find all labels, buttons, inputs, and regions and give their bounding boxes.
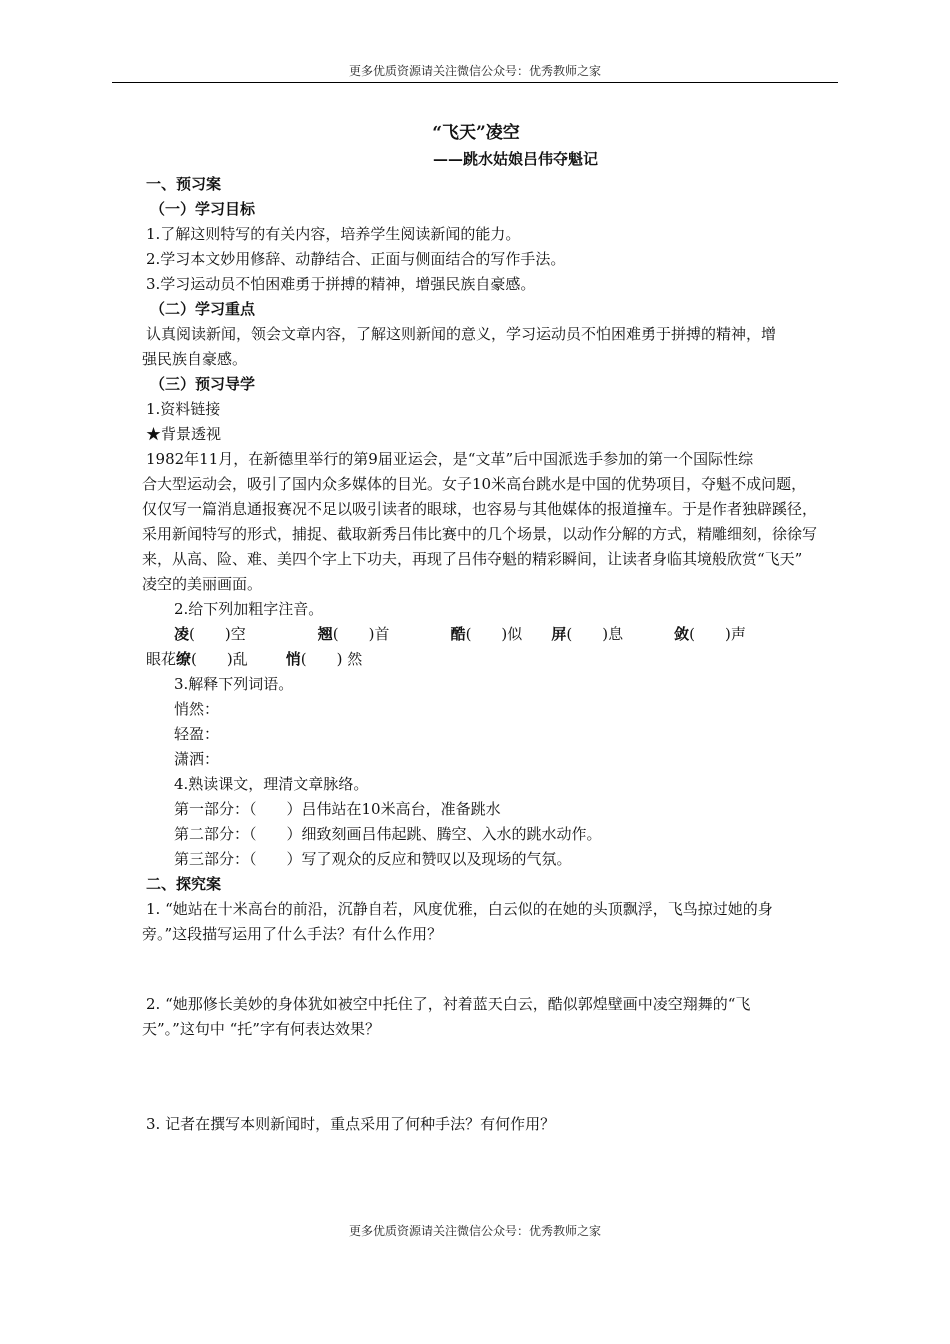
doc-title: “飞天”凌空: [432, 123, 520, 143]
answer-space-1: [146, 947, 846, 992]
focus-line-1: 认真阅读新闻，领会文章内容，了解这则新闻的意义，学习运动员不怕困难勇于拼搏的精神，增: [146, 325, 777, 343]
focus-line-2: 强民族自豪感。: [142, 350, 248, 368]
background-line-1: 1982年11月，在新德里举行的第9届亚运会，是“文革”后中国派选手参加的第一个国际性综: [146, 450, 754, 468]
header-rule: [112, 82, 838, 83]
background-heading: ★背景透视: [146, 425, 222, 443]
goal-3: 3.学习运动员不怕困难勇于拼搏的精神，增强民族自豪感。: [146, 275, 536, 293]
background-line-4: 采用新闻特写的形式，捕捉、截取新秀吕伟比赛中的几个场景，以动作分解的方式，精雕细刻，徐徐写: [142, 525, 818, 543]
explore-q1-line-2: 旁。”这段描写运用了什么手法？有什么作用？: [142, 925, 443, 943]
pinyin-word-3: 酷( )似: [450, 625, 523, 643]
background-line-2: 合大型运动会，吸引了国内众多媒体的目光。女子10米高台跳水是中国的优势项目，夺魁不成问题，: [142, 475, 807, 493]
pinyin-word-5: 敛( )声: [674, 625, 746, 643]
pinyin-row-1: [146, 622, 846, 647]
document-body: [142, 120, 846, 1137]
goal-2: 2.学习本文妙用修辞、动静结合、正面与侧面结合的写作手法。: [146, 250, 566, 268]
subsection-focus: （二）学习重点: [150, 300, 256, 318]
section-explore: 二、探究案: [146, 875, 222, 893]
explore-q3: 3. 记者在撰写本则新闻时，重点采用了何种手法？有何作用？: [146, 1115, 556, 1133]
background-line-3: 仅仅写一篇消息通报赛况不足以吸引读者的眼球，也容易与其他媒体的报道撞车。于是作者独辟蹊径，: [142, 500, 818, 518]
resource-link: 1.资料链接: [146, 400, 221, 418]
page-header: 更多优质资源请关注微信公众号：优秀教师之家: [348, 64, 601, 78]
part-3: 第三部分：（ ）写了观众的反应和赞叹以及现场的气氛。: [174, 850, 572, 868]
pinyin-word-1: 凌( )空: [174, 625, 246, 643]
explore-q2-line-2: 天”。”这句中 “托”字有何表达效果？: [142, 1020, 380, 1038]
page-footer: 更多优质资源请关注微信公众号：优秀教师之家: [348, 1224, 601, 1238]
background-line-5: 来，从高、险、难、美四个字上下功夫，再现了吕伟夺魁的精彩瞬间，让读者身临其境般欣赏“飞天”: [142, 550, 803, 568]
explore-q2-line-1: 2. “她那修长美妙的身体犹如被空中托住了，衬着蓝天白云，酷似郭煌壁画中凌空翔舞的“飞: [146, 995, 751, 1013]
question-define: 3.解释下列词语。: [174, 675, 294, 693]
doc-subtitle: ——跳水姑娘吕伟夺魁记: [432, 150, 598, 168]
pinyin-word-4: 屏( )息: [551, 625, 624, 643]
question-pinyin: 2.给下列加粗字注音。: [174, 600, 324, 618]
goal-1: 1.了解这则特写的有关内容，培养学生阅读新闻的能力。: [146, 225, 521, 243]
part-2: 第二部分：（ ）细致刻画吕伟起跳、腾空、入水的跳水动作。: [174, 825, 602, 843]
background-line-6: 凌空的美丽画面。: [142, 575, 263, 593]
term-1: 悄然：: [174, 700, 220, 718]
pinyin-word-7: 悄( ) 然: [285, 650, 363, 668]
part-1: 第一部分：（ ）吕伟站在10米高台，准备跳水: [174, 800, 501, 818]
subsection-goals: （一）学习目标: [150, 200, 256, 218]
question-structure: 4.熟读课文，理清文章脉络。: [174, 775, 369, 793]
pinyin-word-6: 眼花缭( )乱: [146, 650, 248, 668]
pinyin-word-2: 翘( )首: [317, 625, 390, 643]
term-2: 轻盈：: [174, 725, 220, 743]
term-3: 潇洒：: [174, 750, 220, 768]
explore-q1-line-1: 1. “她站在十米高台的前沿，沉静自若，风度优雅，白云似的在她的头顶飘浮，飞鸟掠过她的身: [146, 900, 773, 918]
answer-space-2: [146, 1042, 846, 1112]
section-preview: 一、预习案: [146, 175, 222, 193]
pinyin-row-2: [146, 647, 846, 672]
subsection-guide: （三）预习导学: [150, 375, 256, 393]
